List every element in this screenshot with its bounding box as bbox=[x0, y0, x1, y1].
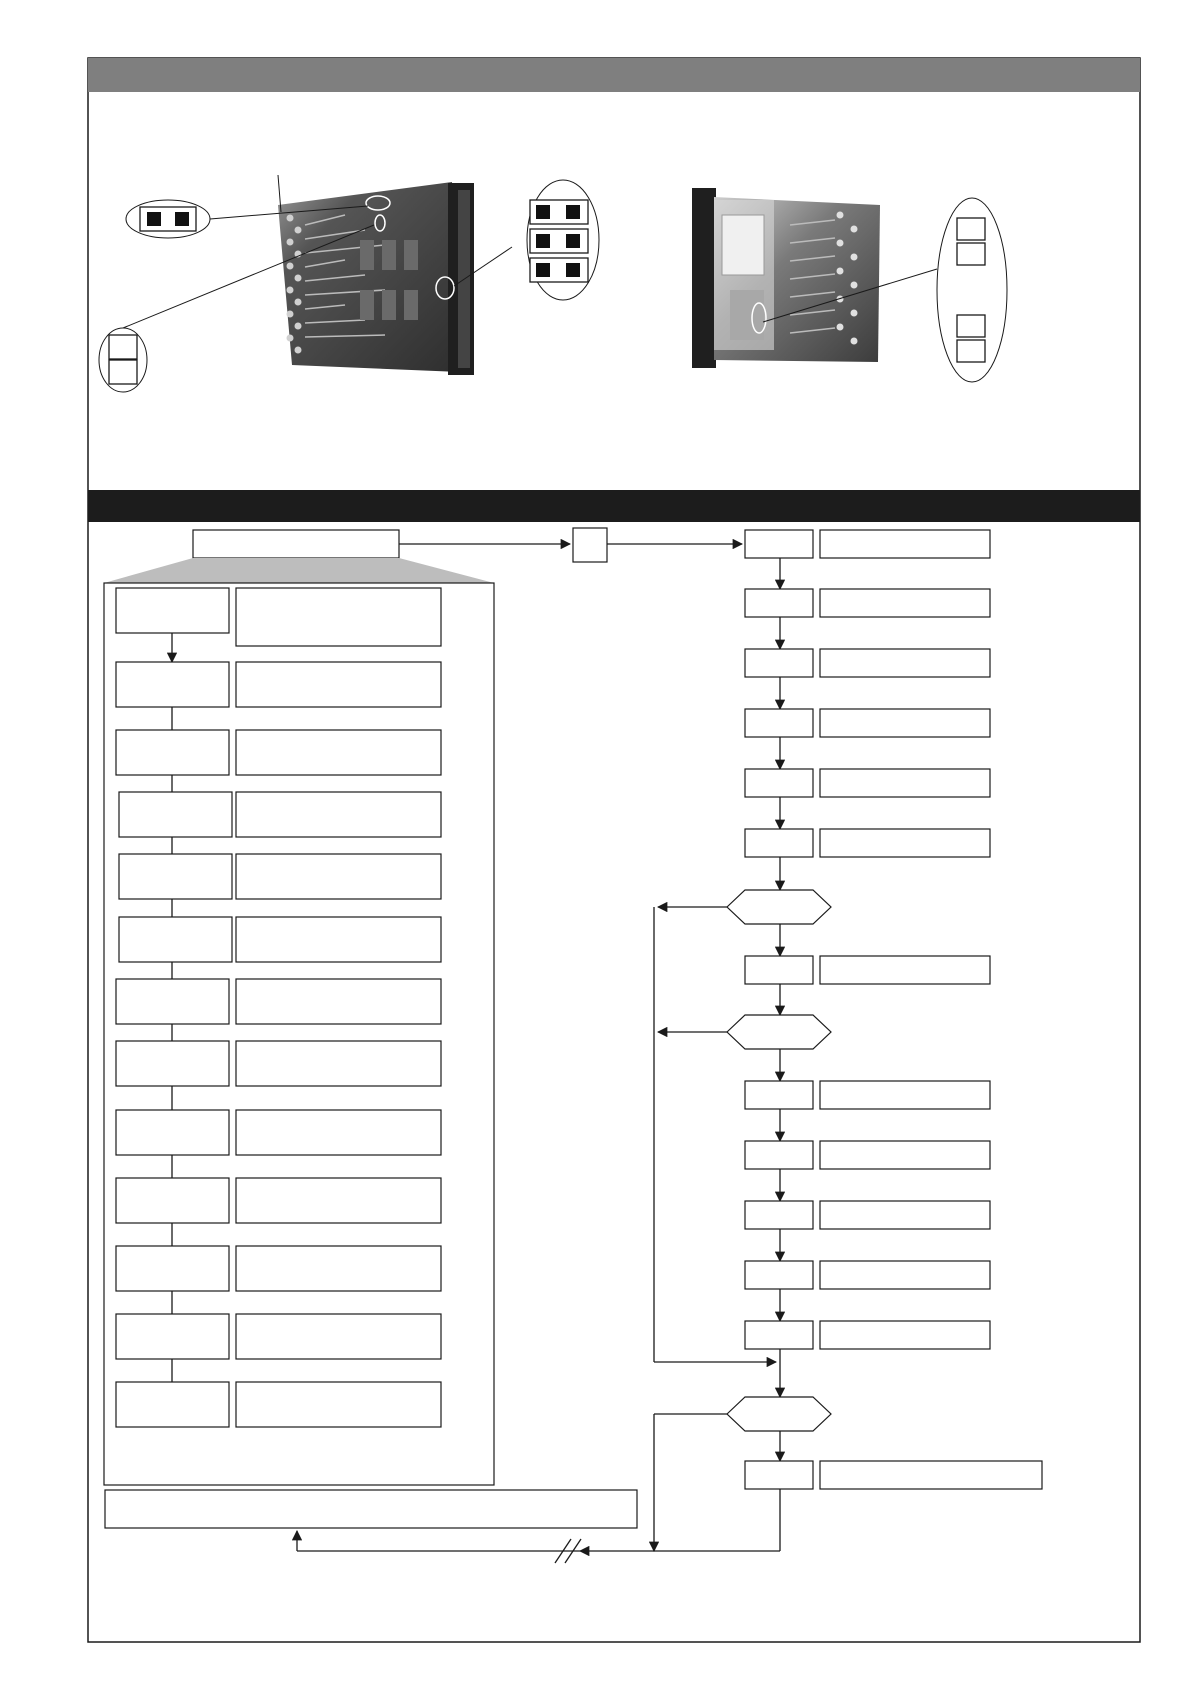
flow-bottom-box bbox=[105, 1490, 637, 1528]
left-panel-row bbox=[116, 730, 441, 775]
flow-entry-box bbox=[193, 530, 399, 558]
flow-step bbox=[745, 769, 990, 797]
left-panel-row bbox=[116, 979, 441, 1024]
left-panel-row bbox=[116, 662, 441, 707]
flow-step bbox=[745, 1081, 990, 1109]
flow-step bbox=[745, 1461, 1042, 1489]
flow-step bbox=[745, 1321, 990, 1349]
left-panel-rows bbox=[116, 588, 441, 1427]
left-panel-row bbox=[116, 1110, 441, 1155]
left-panel-row bbox=[116, 1246, 441, 1291]
flow-step bbox=[745, 649, 990, 677]
flow-step bbox=[745, 1141, 990, 1169]
flow-step bbox=[745, 1261, 990, 1289]
flow-decision bbox=[727, 1397, 831, 1431]
right-column-flow bbox=[658, 530, 1042, 1551]
left-panel-row bbox=[119, 792, 441, 837]
flow-step bbox=[745, 589, 990, 617]
jumper-callout-triple bbox=[454, 180, 599, 300]
left-panel-row bbox=[119, 917, 441, 962]
right-board-photo bbox=[692, 188, 880, 368]
section-one-header-bar bbox=[88, 58, 1140, 92]
flow-decision bbox=[727, 890, 831, 924]
flow-small-box bbox=[573, 528, 607, 562]
flow-step bbox=[745, 530, 990, 558]
zoom-trapezoid bbox=[104, 558, 494, 583]
left-panel-row bbox=[116, 588, 441, 646]
section-two-header-bar bbox=[88, 490, 1140, 522]
left-panel-row bbox=[116, 1382, 441, 1427]
flow-step bbox=[745, 1201, 990, 1229]
flow-step bbox=[745, 709, 990, 737]
flow-step bbox=[745, 829, 990, 857]
flow-decision bbox=[727, 1015, 831, 1049]
left-panel-row bbox=[119, 854, 441, 899]
left-panel-row bbox=[116, 1041, 441, 1086]
left-panel-row bbox=[116, 1178, 441, 1223]
flow-step bbox=[745, 956, 990, 984]
left-panel-row bbox=[116, 1314, 441, 1359]
